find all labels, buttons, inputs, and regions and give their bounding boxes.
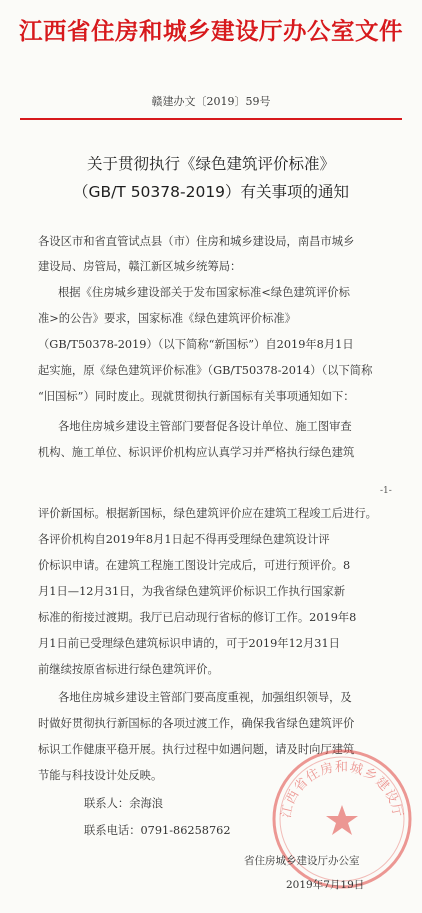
body-line: 标准的衔接过渡期。我厅已启动现行省标的修订工作。2019年8: [38, 611, 357, 624]
body-line: 月1日前已受理绿色建筑标识申请的，可于2019年12月31日: [38, 637, 340, 650]
body-line: 时做好贯彻执行新国标的各项过渡工作，确保我省绿色建筑评价: [38, 717, 355, 730]
body-line: （GB/T50378-2019）（以下简称“新国标”）自2019年8月1日: [38, 338, 354, 351]
body-line: 建设局、房管局，赣江新区城乡统筹局：: [38, 260, 242, 273]
body-line: 起实施，原《绿色建筑评价标准》（GB/T50378-2014）（以下简称: [38, 364, 373, 377]
body-line: 各设区市和省直管试点县（市）住房和城乡建设局，南昌市城乡: [38, 235, 355, 248]
contact-phone: 联系电话：0791-86258762: [84, 824, 231, 837]
red-divider-line: [20, 118, 402, 120]
body-line: 节能与科技设计处反映。: [38, 769, 163, 782]
official-seal-stamp: [268, 745, 416, 893]
body-line: 月1日—12月31日，为我省绿色建筑评价标识工作执行国家新: [38, 585, 346, 598]
signature-organization: 省住房城乡建设厅办公室: [244, 855, 360, 867]
signature-date: 2019年7月19日: [286, 879, 365, 891]
body-line: “旧国标”）同时废止。现就贯彻执行新国标有关事项通知如下：: [38, 390, 355, 403]
body-line: 各地住房城乡建设主管部门要高度重视，加强组织领导，及: [58, 691, 352, 704]
document-header-title: 江西省住房和城乡建设厅办公室文件: [19, 17, 403, 45]
contact-person: 联系人：余海浪: [84, 797, 164, 810]
body-line: 根据《住房城乡建设部关于发布国家标准<绿色建筑评价标: [58, 286, 350, 299]
body-line: 标识工作健康平稳开展。执行过程中如遇问题，请及时向厅建筑: [38, 743, 355, 756]
page-number-mark: -1-: [380, 486, 392, 496]
body-line: 各评价机构自2019年8月1日起不得再受理绿色建筑设计评: [38, 533, 330, 546]
document-title-line-2: （GB/T 50378-2019）有关事项的通知: [72, 183, 350, 201]
body-line: 各地住房城乡建设主管部门要督促各设计单位、施工图审查: [58, 420, 352, 433]
body-line: 价标识申请。在建筑工程施工图设计完成后，可进行预评价。8: [38, 559, 351, 572]
svg-text:江西省住房和城乡建设厅: 江西省住房和城乡建设厅: [278, 760, 406, 820]
document-number: 赣建办文〔2019〕59号: [151, 95, 271, 108]
body-line: 准>的公告》要求，国家标准《绿色建筑评价标准》: [38, 312, 296, 325]
body-line: 评价新国标。根据新国标，绿色建筑评价应在建筑工程竣工后进行。: [38, 507, 377, 520]
body-line: 前继续按原省标进行绿色建筑评价。: [38, 663, 219, 676]
body-line: 机构、施工单位、标识评价机构应认真学习并严格执行绿色建筑: [38, 446, 355, 459]
document-title-line-1: 关于贯彻执行《绿色建筑评价标准》: [86, 155, 335, 173]
